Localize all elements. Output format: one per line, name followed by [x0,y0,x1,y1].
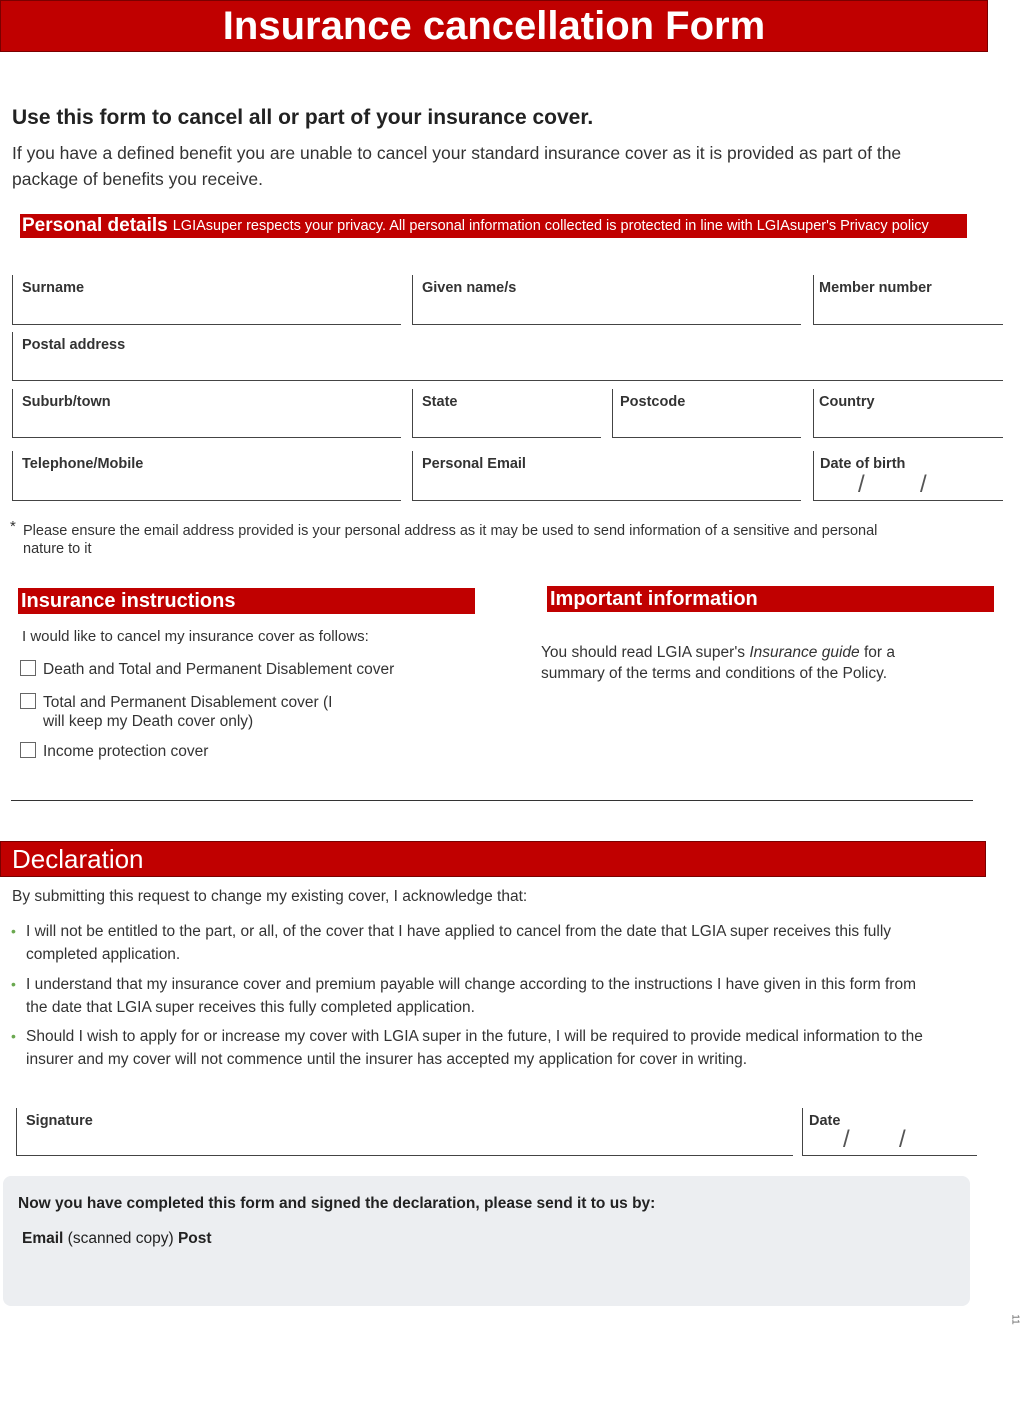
telephone-field[interactable] [12,451,401,501]
declaration-bullet-text: Should I wish to apply for or increase my cover with LGIA super in the future, I will be required to provide medical information to the insurer and my cover will not commence until the insurer has accepted my application for cover in writing. [26,1028,923,1068]
date-separator: / [920,471,927,498]
declaration-bullet-text: I understand that my insurance cover and premium payable will change according to the instructions I have given in this form from the date that LGIA super receives this fully completed application. [26,976,916,1016]
postcode-label: Postcode [620,394,686,410]
suburb-field[interactable] [12,389,401,438]
death-tpd-label: Death and Total and Permanent Disablement cover [43,661,395,678]
tpd-only-label: Total and Permanent Disablement cover (I will keep my Death cover only) [43,694,333,730]
intro-text: If you have a defined benefit you are unable to cancel your standard insurance cover as it is provided as part of the package of benefits you receive. [12,143,902,189]
given-names-label: Given name/s [422,280,517,296]
signature-label: Signature [26,1113,93,1129]
personal-details-header [20,214,967,238]
insurance-guide-title: Insurance guide [749,644,860,661]
send-instructions-title: Now you have completed this form and signed the declaration, please send it to us by: [18,1195,656,1212]
personal-details-title: Personal details [22,215,168,236]
insurance-instructions-intro: I would like to cancel my insurance cover as follows: [22,628,369,645]
declaration-date-label: Date [809,1113,841,1129]
bullet-dot: • [11,923,16,939]
date-of-birth-label: Date of birth [820,456,906,472]
suburb-label: Suburb/town [22,394,111,410]
state-field[interactable] [412,389,601,438]
insurance-instructions-header: Insurance instructions [18,588,475,614]
email-method-label: Email [22,1230,64,1247]
date-separator: / [843,1126,850,1153]
privacy-note: LGIAsuper respects your privacy. All personal information collected is protected in line with LGIAsuper's Privacy policy [172,218,929,234]
post-method-label: Post [177,1230,212,1247]
surname-label: Surname [22,280,85,296]
declaration-bullet-text: I will not be entitled to the part, or all, of the cover that I have applied to cancel from the date that LGIA super receives this fully completed application. [26,923,892,963]
important-text-start: You should read LGIA super's [541,644,750,661]
date-of-birth-field[interactable] [813,451,1003,501]
given-names-field[interactable] [412,275,801,325]
important-information-header: Important information [547,586,994,612]
date-separator: / [899,1126,906,1153]
intro-heading: Use this form to cancel all or part of your insurance cover. [12,106,594,129]
state-label: State [422,394,458,410]
telephone-label: Telephone/Mobile [22,456,144,472]
section-divider [11,800,973,801]
declaration-header: Declaration [0,841,986,877]
signature-field[interactable] [16,1108,793,1156]
send-instructions-panel [3,1176,970,1306]
email-field[interactable] [412,451,801,501]
important-information-text [541,642,941,684]
income-protection-label: Income protection cover [43,743,209,760]
bullet-dot: • [11,1028,16,1044]
email-method-note: (scanned copy) [63,1230,178,1247]
date-separator: / [858,471,865,498]
declaration-intro: By submitting this request to change my existing cover, I acknowledge that: [12,888,528,905]
postal-address-label: Postal address [22,337,126,353]
footnote-marker: * [10,518,16,535]
page-number: 11 [1009,1314,1021,1325]
income-protection-checkbox[interactable] [20,742,36,758]
member-number-label: Member number [819,280,932,296]
country-field[interactable] [813,389,1003,438]
form-title: Insurance cancellation Form [0,0,988,52]
tpd-only-checkbox[interactable] [20,693,36,709]
email-label: Personal Email [422,456,526,472]
declaration-date-field[interactable] [802,1108,977,1156]
email-footnote: Please ensure the email address provided is your personal address as it may be used to send information of a sensitive and personal nature to it [23,523,878,557]
surname-field[interactable] [12,275,401,325]
death-tpd-checkbox[interactable] [20,660,36,676]
bullet-dot: • [11,976,16,992]
postal-address-field[interactable] [12,332,1003,381]
postcode-field[interactable] [612,389,801,438]
member-number-field[interactable] [813,275,1003,325]
send-methods [22,1230,212,1248]
important-text-end: for a summary of the terms and conditions of the Policy. [541,644,895,682]
country-label: Country [819,394,875,410]
option-tpd-only[interactable] [20,693,360,733]
